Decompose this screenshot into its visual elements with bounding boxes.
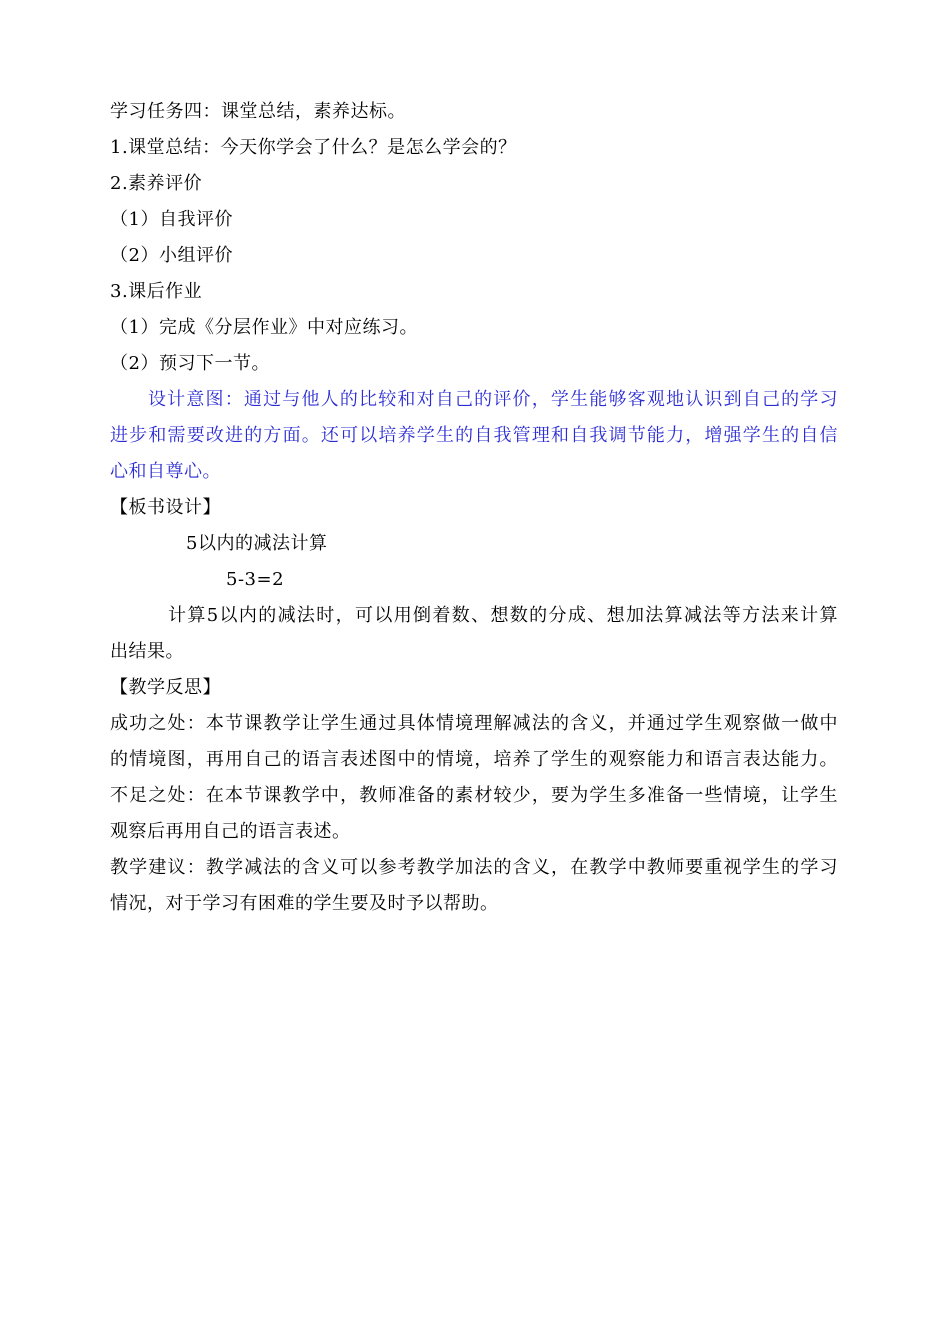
task4-item2-b: （2）小组评价 bbox=[110, 245, 233, 266]
reflection-shortfall-line1: 不足之处：在本节课教学中，教师准备的素材较少，要为学生多准备一些情境，让学生 bbox=[110, 785, 838, 806]
reflection-suggestion-line1: 教学建议：教学减法的含义可以参考教学加法的含义，在教学中教师要重视学生的学习 bbox=[110, 857, 838, 878]
reflection-success-line1: 成功之处：本节课教学让学生通过具体情境理解减法的含义，并通过学生观察做一做中 bbox=[110, 713, 838, 734]
board-summary-line1: 计算5以内的减法时，可以用倒着数、想数的分成、想加法算减法等方法来计算 bbox=[168, 605, 838, 626]
board-summary-line2: 出结果。 bbox=[110, 641, 184, 662]
task4-item1: 1.课堂总结：今天你学会了什么？是怎么学会的？ bbox=[110, 137, 517, 158]
board-title: 5以内的减法计算 bbox=[186, 533, 328, 554]
reflection-shortfall-line2: 观察后再用自己的语言表述。 bbox=[110, 821, 351, 842]
board-heading: 【板书设计】 bbox=[110, 497, 221, 518]
task4-item3: 3.课后作业 bbox=[110, 281, 203, 302]
task4-item3-b: （2）预习下一节。 bbox=[110, 353, 270, 374]
task4-item3-a: （1）完成《分层作业》中对应练习。 bbox=[110, 317, 418, 338]
task4-heading: 学习任务四：课堂总结，素养达标。 bbox=[110, 101, 406, 122]
task4-item2: 2.素养评价 bbox=[110, 173, 203, 194]
reflection-suggestion-line2: 情况，对于学习有困难的学生要及时予以帮助。 bbox=[110, 893, 499, 914]
design-intent-line3: 心和自尊心。 bbox=[110, 461, 221, 482]
task4-item2-a: （1）自我评价 bbox=[110, 209, 233, 230]
design-intent-line2: 进步和需要改进的方面。还可以培养学生的自我管理和自我调节能力，增强学生的自信 bbox=[110, 425, 838, 446]
reflection-heading: 【教学反思】 bbox=[110, 677, 221, 698]
board-equation: 5-3=2 bbox=[226, 569, 285, 590]
design-intent-line1: 设计意图：通过与他人的比较和对自己的评价，学生能够客观地认识到自己的学习 bbox=[148, 389, 838, 410]
reflection-success-line2: 的情境图，再用自己的语言表述图中的情境，培养了学生的观察能力和语言表达能力。 bbox=[110, 749, 838, 770]
